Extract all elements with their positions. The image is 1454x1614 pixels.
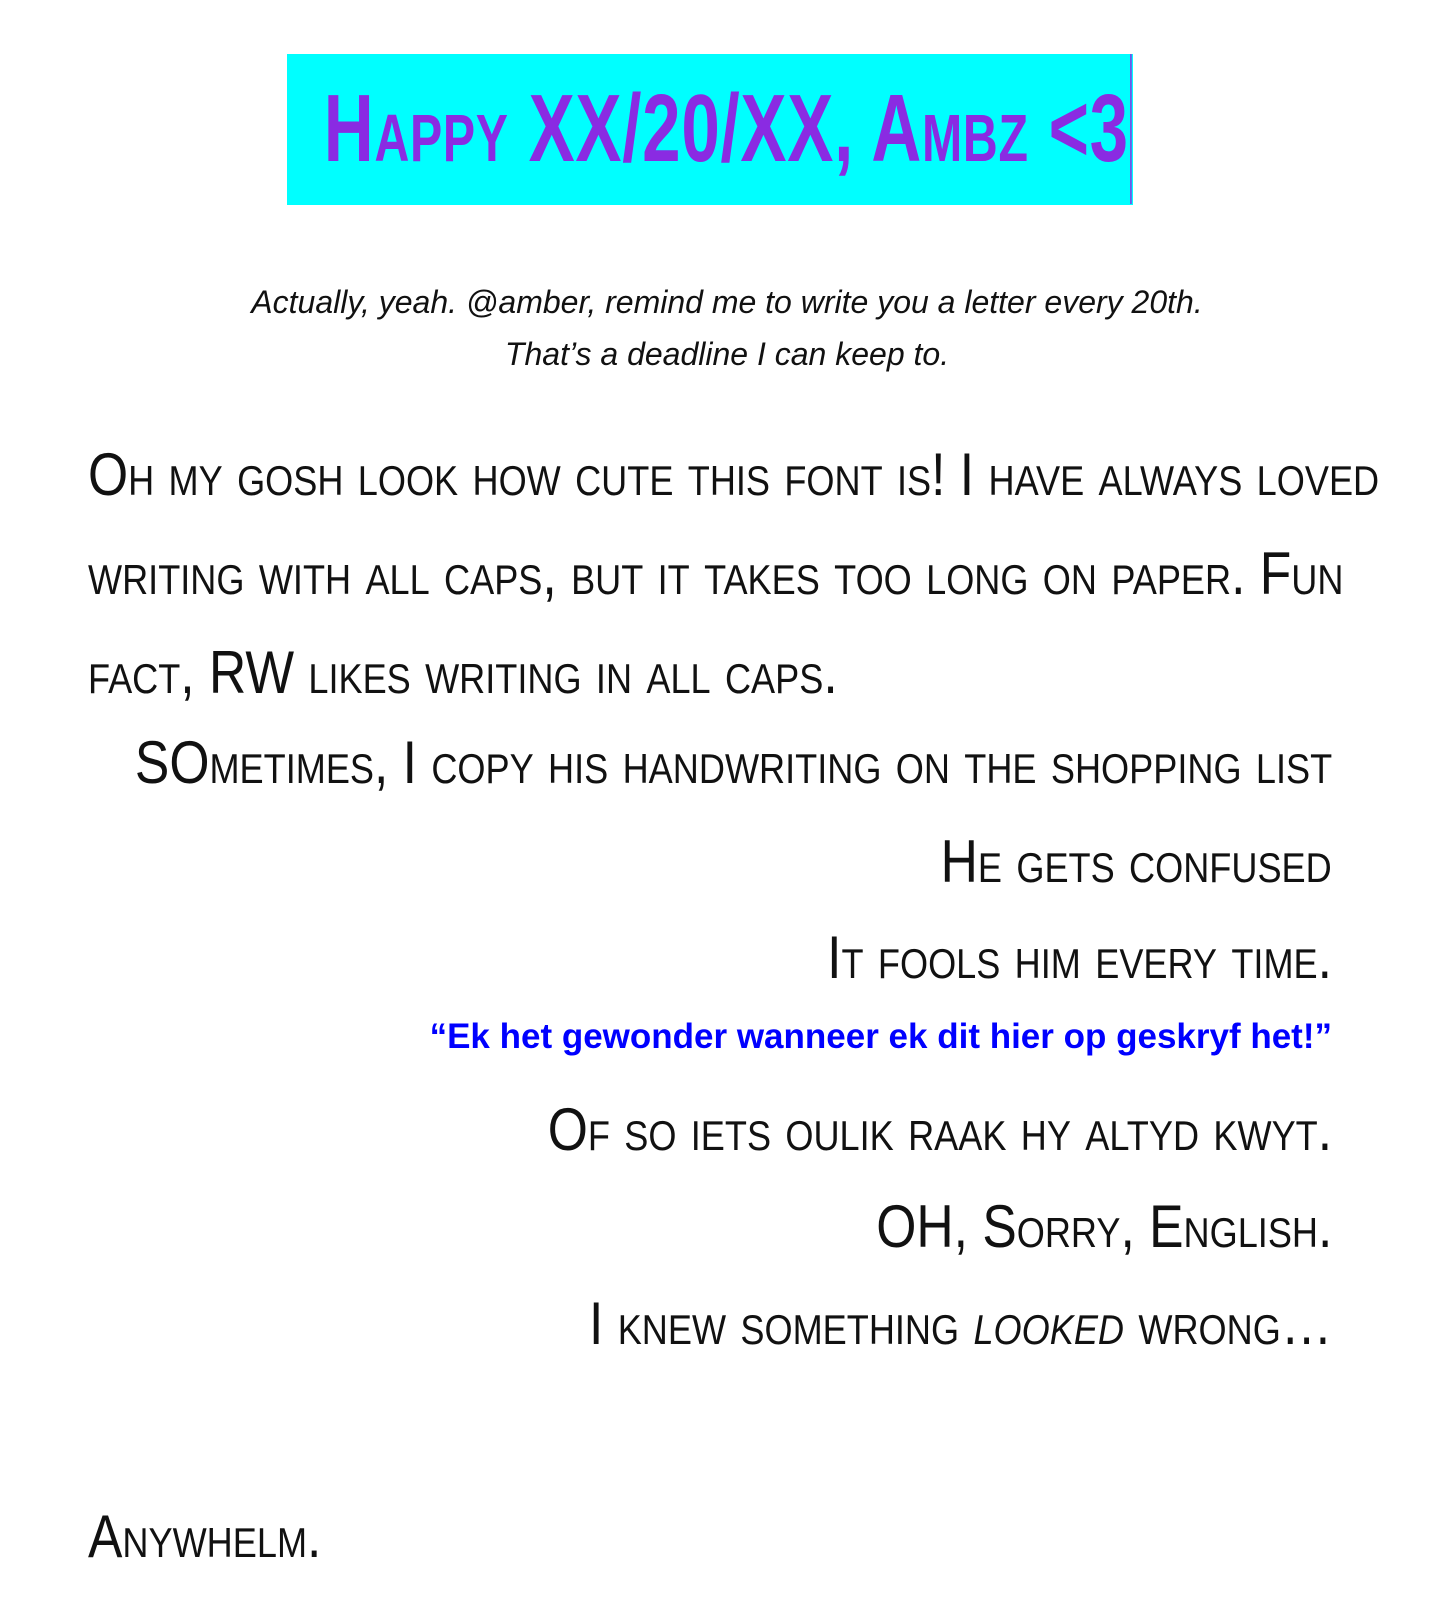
line-fools: It fools him every time.	[827, 924, 1332, 991]
paragraph-line-3: fact, RW likes writing in all caps.	[88, 639, 838, 706]
paragraph-line-1: Oh my gosh look how cute this font is! I have always loved	[88, 441, 1380, 508]
line-knew-after: wrong…	[1123, 1290, 1332, 1357]
title-container	[0, 54, 1454, 204]
line-knew-before: I knew something	[588, 1290, 974, 1357]
afrikaans-quote: “Ek het gewonder wanneer ek dit hier op geskryf het!”	[429, 1017, 1332, 1056]
line-sorry: OH, Sorry, English.	[875, 1193, 1332, 1260]
line-oulik: Of so iets oulik raak hy altyd kwyt.	[547, 1096, 1332, 1163]
intro-paragraph	[88, 425, 1380, 722]
closing-line: Anywhelm.	[88, 1503, 322, 1570]
line-confused: He gets confused	[940, 828, 1332, 895]
line-knew	[589, 1274, 1332, 1373]
line-knew-emphasis: looked	[973, 1290, 1124, 1357]
page-title: Happy XX/20/XX, Ambz <3	[322, 54, 1131, 204]
line-sometimes: SOmetimes, I copy his handwriting on the shopping list	[134, 729, 1332, 796]
subtitle	[0, 276, 1454, 380]
subtitle-line-1: Actually, yeah. @amber, remind me to write you a letter every 20th.	[251, 284, 1203, 320]
paragraph-line-2: writing with all caps, but it takes too long on paper. Fun	[88, 540, 1344, 607]
subtitle-line-2: That’s a deadline I can keep to.	[504, 336, 950, 372]
